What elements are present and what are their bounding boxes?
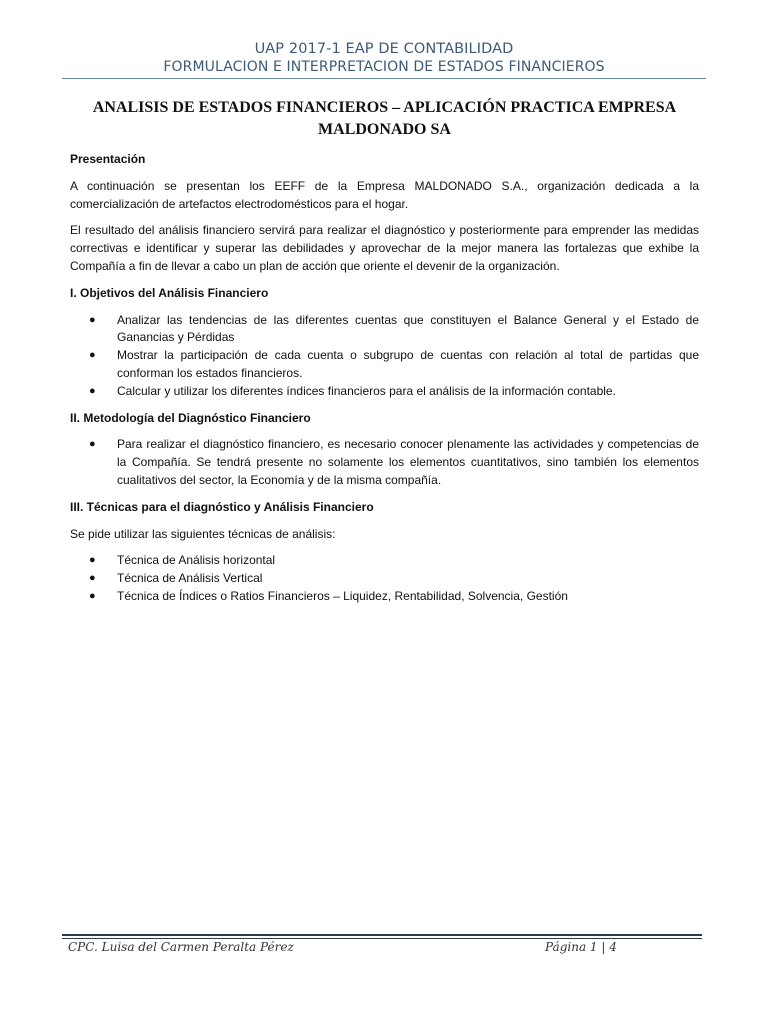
objetivos-list: [70, 312, 699, 401]
paragraph-tecnicas-intro: Se pide utilizar las siguientes técnicas de análisis:: [70, 526, 336, 541]
header-subject-line: FORMULACION E INTERPRETACION DE ESTADOS FINANCIEROS: [163, 59, 605, 75]
bullet-icon: ●: [89, 349, 96, 362]
list-item: ● Calcular y utilizar los diferentes índices financieros para el análisis de la información contable.: [70, 383, 699, 401]
section-heading-metodologia: II. Metodología del Diagnóstico Financiero: [70, 410, 311, 425]
tecnicas-list: [70, 552, 699, 605]
footer-author: CPC. Luisa del Carmen Peralta Pérez: [68, 940, 294, 954]
document-title: [70, 97, 699, 141]
metodologia-list: [70, 436, 699, 489]
bullet-icon: ●: [89, 438, 96, 451]
header-divider: [62, 78, 706, 79]
page-header: [60, 40, 708, 76]
header-course-line: UAP 2017-1 EAP DE CONTABILIDAD: [254, 41, 514, 57]
bullet-icon: ●: [89, 554, 96, 567]
footer-page-number: Página 1 | 4: [545, 940, 617, 954]
list-item: ● Para realizar el diagnóstico financiero, es necesario conocer plenamente las actividades y competencias de la Compañía. Se tendrá presente no solamente los elementos cuantitativos, sino también los elementos cualitativos del sector, la Economía y de la misma compañía.: [89, 437, 699, 487]
list-item: ● Técnica de Índices o Ratios Financieros – Liquidez, Rentabilidad, Solvencia, Gestión: [70, 588, 699, 606]
bullet-icon: ●: [89, 572, 96, 585]
document-title-line1: ANALISIS DE ESTADOS FINANCIEROS – APLICACIÓN PRACTICA EMPRESA: [92, 99, 677, 116]
bullet-icon: ●: [89, 589, 96, 602]
document-body: [70, 97, 699, 615]
document-title-line2: MALDONADO SA: [318, 121, 451, 138]
footer-divider-thick: [62, 934, 702, 936]
section-heading-objetivos: I. Objetivos del Análisis Financiero: [70, 285, 269, 300]
bullet-icon: ●: [89, 313, 96, 326]
paragraph-presentacion-2: El resultado del análisis financiero servirá para realizar el diagnóstico y posteriormente para emprender las medidas correctivas e identificar y superar las debilidades y aprovechar de la mejor manera las fortalezas que exhibe la Compañía a fin de llevar a cabo un plan de acción que oriente el devenir de la organización.: [70, 223, 699, 273]
list-item: ● Analizar las tendencias de las diferentes cuentas que constituyen el Balance General y el Estado de Ganancias y Pérdidas: [89, 312, 699, 345]
paragraph-presentacion-1: A continuación se presentan los EEFF de la Empresa MALDONADO S.A., organización dedicada a la comercialización de artefactos electrodomésticos para el hogar.: [70, 178, 699, 211]
footer-divider-thin: [62, 938, 702, 939]
list-item: ● Mostrar la participación de cada cuenta o subgrupo de cuentas con relación al total de partidas que conforman los estados financieros.: [89, 348, 699, 380]
section-heading-tecnicas: III. Técnicas para el diagnóstico y Análisis Financiero: [70, 499, 374, 514]
bullet-icon: ●: [89, 384, 96, 397]
section-heading-presentacion: Presentación: [70, 152, 146, 166]
list-item: ● Técnica de Análisis horizontal: [70, 552, 699, 570]
list-item: ● Técnica de Análisis Vertical: [70, 570, 699, 588]
